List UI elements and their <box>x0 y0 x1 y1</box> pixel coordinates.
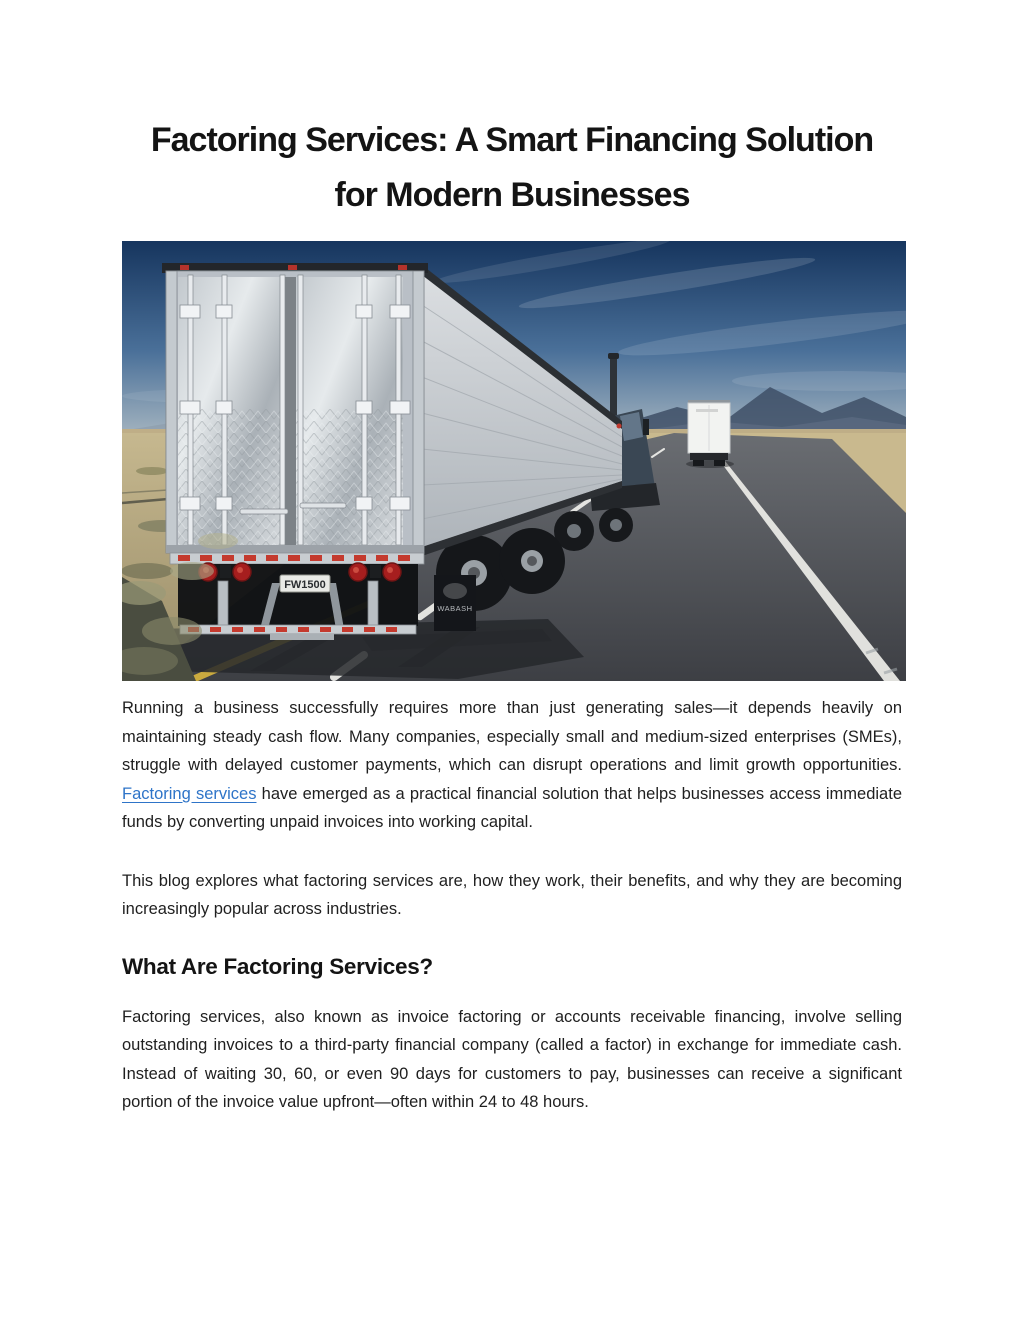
section-heading-what-are-factoring-services: What Are Factoring Services? <box>122 953 433 979</box>
mudflap-text: WABASH <box>437 604 473 613</box>
license-plate-text: FW1500 <box>284 579 326 591</box>
page-title-line2: for Modern Businesses <box>334 176 690 214</box>
paragraph-intro-after-link: have emerged as a practical financial solution that helps businesses access immediate funds by converting unpaid invoices into working capital. <box>122 784 902 831</box>
page-title-line1: Factoring Services: A Smart Financing Solution <box>150 121 874 159</box>
paragraph-intro <box>122 694 902 837</box>
hero-image <box>122 241 906 681</box>
factoring-services-link[interactable]: Factoring services <box>122 784 257 803</box>
paragraph-blog-overview: This blog explores what factoring services are, how they work, their benefits, and why they are becoming increasingly popular across industries. <box>122 871 902 918</box>
paragraph-intro-before-link: Running a business successfully requires more than just generating sales—it depends heavily on maintaining steady cash flow. Many companies, especially small and medium-sized enterprises (SMEs), struggle with delayed customer payments, which can disrupt operations and limit growth opportunities. <box>122 699 902 774</box>
trailer-rear <box>162 263 428 553</box>
distant-truck <box>686 400 734 468</box>
page-title <box>102 113 922 223</box>
paragraph-definition: Factoring services, also known as invoice factoring or accounts receivable financing, involve selling outstanding invoices to a third-party financial company (called a factor) in exchange for immediate cash. Instead of waiting 30, 60, or even 90 days for customers to pay, businesses can receive a significant portion of the invoice value upfront—often within 24 to 48 hours. <box>122 1007 902 1111</box>
